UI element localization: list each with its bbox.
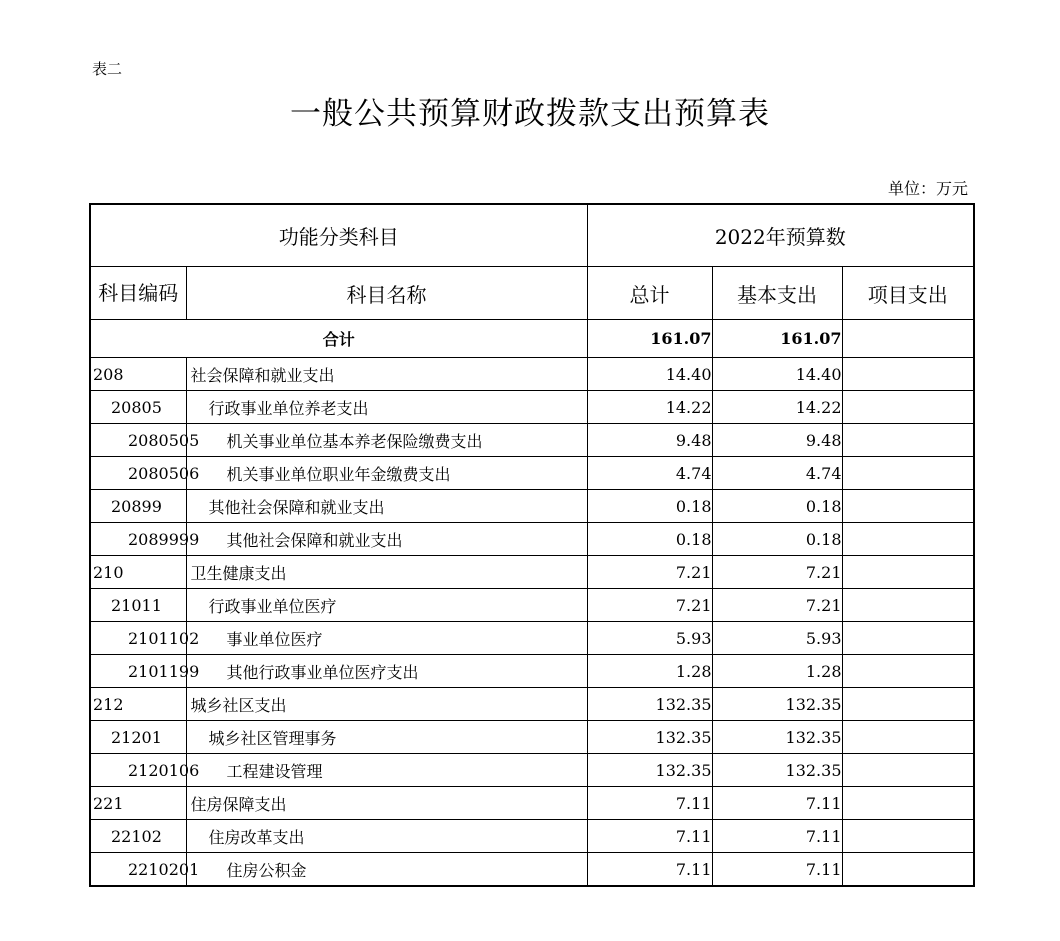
row-code: 2080506 xyxy=(90,457,186,490)
row-code: 2080505 xyxy=(90,424,186,457)
row-name: 卫生健康支出 xyxy=(186,556,587,589)
row-project xyxy=(842,490,974,523)
row-code: 2210201 xyxy=(90,853,186,887)
row-name: 住房保障支出 xyxy=(186,787,587,820)
table-row xyxy=(90,457,974,490)
table-row xyxy=(90,754,974,787)
unit-label: 单位：万元 xyxy=(887,179,968,198)
row-name: 其他社会保障和就业支出 xyxy=(186,523,587,556)
row-basic: 7.11 xyxy=(712,853,842,887)
row-total: 5.93 xyxy=(587,622,712,655)
budget-table xyxy=(89,203,975,887)
row-code: 2089999 xyxy=(90,523,186,556)
row-total: 7.11 xyxy=(587,853,712,887)
row-basic: 0.18 xyxy=(712,490,842,523)
row-basic: 132.35 xyxy=(712,754,842,787)
summary-row xyxy=(90,320,974,358)
row-total: 7.11 xyxy=(587,820,712,853)
table-number: 表二 xyxy=(92,60,123,78)
row-project xyxy=(842,721,974,754)
row-code: 21201 xyxy=(90,721,186,754)
row-code: 210 xyxy=(90,556,186,589)
row-total: 1.28 xyxy=(587,655,712,688)
row-name: 事业单位医疗 xyxy=(186,622,587,655)
row-project xyxy=(842,655,974,688)
row-code: 212 xyxy=(90,688,186,721)
table-row xyxy=(90,688,974,721)
row-project xyxy=(842,754,974,787)
row-name: 其他行政事业单位医疗支出 xyxy=(186,655,587,688)
table-row xyxy=(90,787,974,820)
row-basic: 1.28 xyxy=(712,655,842,688)
row-project xyxy=(842,556,974,589)
row-name: 工程建设管理 xyxy=(186,754,587,787)
header-row-columns xyxy=(90,267,974,320)
table-row xyxy=(90,721,974,754)
row-code: 22102 xyxy=(90,820,186,853)
header-function-class: 功能分类科目 xyxy=(90,204,587,267)
row-basic: 14.40 xyxy=(712,358,842,391)
header-project: 项目支出 xyxy=(842,267,974,320)
table-row xyxy=(90,490,974,523)
row-total: 7.11 xyxy=(587,787,712,820)
header-row-group xyxy=(90,204,974,267)
row-code: 208 xyxy=(90,358,186,391)
row-code: 20899 xyxy=(90,490,186,523)
row-code: 21011 xyxy=(90,589,186,622)
row-project xyxy=(842,688,974,721)
row-basic: 5.93 xyxy=(712,622,842,655)
header-total: 总计 xyxy=(587,267,712,320)
row-total: 7.21 xyxy=(587,556,712,589)
page-title: 一般公共预算财政拨款支出预算表 xyxy=(290,96,770,132)
row-project xyxy=(842,853,974,887)
table-row xyxy=(90,622,974,655)
row-basic: 7.11 xyxy=(712,787,842,820)
row-name: 住房公积金 xyxy=(186,853,587,887)
row-basic: 7.21 xyxy=(712,589,842,622)
row-total: 14.22 xyxy=(587,391,712,424)
row-total: 14.40 xyxy=(587,358,712,391)
table-row xyxy=(90,853,974,887)
row-code: 2101102 xyxy=(90,622,186,655)
table-row xyxy=(90,424,974,457)
table-row xyxy=(90,523,974,556)
row-project xyxy=(842,589,974,622)
row-basic: 7.21 xyxy=(712,556,842,589)
row-basic: 4.74 xyxy=(712,457,842,490)
header-name: 科目名称 xyxy=(186,267,587,320)
row-project xyxy=(842,391,974,424)
row-name: 机关事业单位基本养老保险缴费支出 xyxy=(186,424,587,457)
header-budget-year: 2022年预算数 xyxy=(587,204,974,267)
row-name: 其他社会保障和就业支出 xyxy=(186,490,587,523)
row-total: 0.18 xyxy=(587,490,712,523)
row-name: 行政事业单位养老支出 xyxy=(186,391,587,424)
header-basic: 基本支出 xyxy=(712,267,842,320)
row-project xyxy=(842,358,974,391)
row-basic: 132.35 xyxy=(712,688,842,721)
summary-project xyxy=(842,320,974,358)
summary-label: 合计 xyxy=(90,320,587,358)
row-name: 社会保障和就业支出 xyxy=(186,358,587,391)
table-row xyxy=(90,589,974,622)
table-row xyxy=(90,358,974,391)
row-name: 城乡社区管理事务 xyxy=(186,721,587,754)
row-project xyxy=(842,820,974,853)
row-code: 2101199 xyxy=(90,655,186,688)
header-code: 科目编码 xyxy=(90,267,186,320)
row-project xyxy=(842,457,974,490)
row-name: 行政事业单位医疗 xyxy=(186,589,587,622)
row-total: 0.18 xyxy=(587,523,712,556)
row-project xyxy=(842,523,974,556)
row-total: 132.35 xyxy=(587,688,712,721)
row-total: 132.35 xyxy=(587,721,712,754)
row-code: 2120106 xyxy=(90,754,186,787)
table-row xyxy=(90,655,974,688)
row-basic: 132.35 xyxy=(712,721,842,754)
row-name: 住房改革支出 xyxy=(186,820,587,853)
row-total: 132.35 xyxy=(587,754,712,787)
row-name: 机关事业单位职业年金缴费支出 xyxy=(186,457,587,490)
row-basic: 0.18 xyxy=(712,523,842,556)
row-total: 4.74 xyxy=(587,457,712,490)
row-project xyxy=(842,622,974,655)
row-total: 7.21 xyxy=(587,589,712,622)
row-project xyxy=(842,424,974,457)
row-basic: 7.11 xyxy=(712,820,842,853)
summary-basic: 161.07 xyxy=(712,320,842,358)
row-code: 20805 xyxy=(90,391,186,424)
row-total: 9.48 xyxy=(587,424,712,457)
row-project xyxy=(842,787,974,820)
row-basic: 9.48 xyxy=(712,424,842,457)
table-row xyxy=(90,391,974,424)
row-name: 城乡社区支出 xyxy=(186,688,587,721)
row-code: 221 xyxy=(90,787,186,820)
table-row xyxy=(90,820,974,853)
row-basic: 14.22 xyxy=(712,391,842,424)
table-row xyxy=(90,556,974,589)
summary-total: 161.07 xyxy=(587,320,712,358)
